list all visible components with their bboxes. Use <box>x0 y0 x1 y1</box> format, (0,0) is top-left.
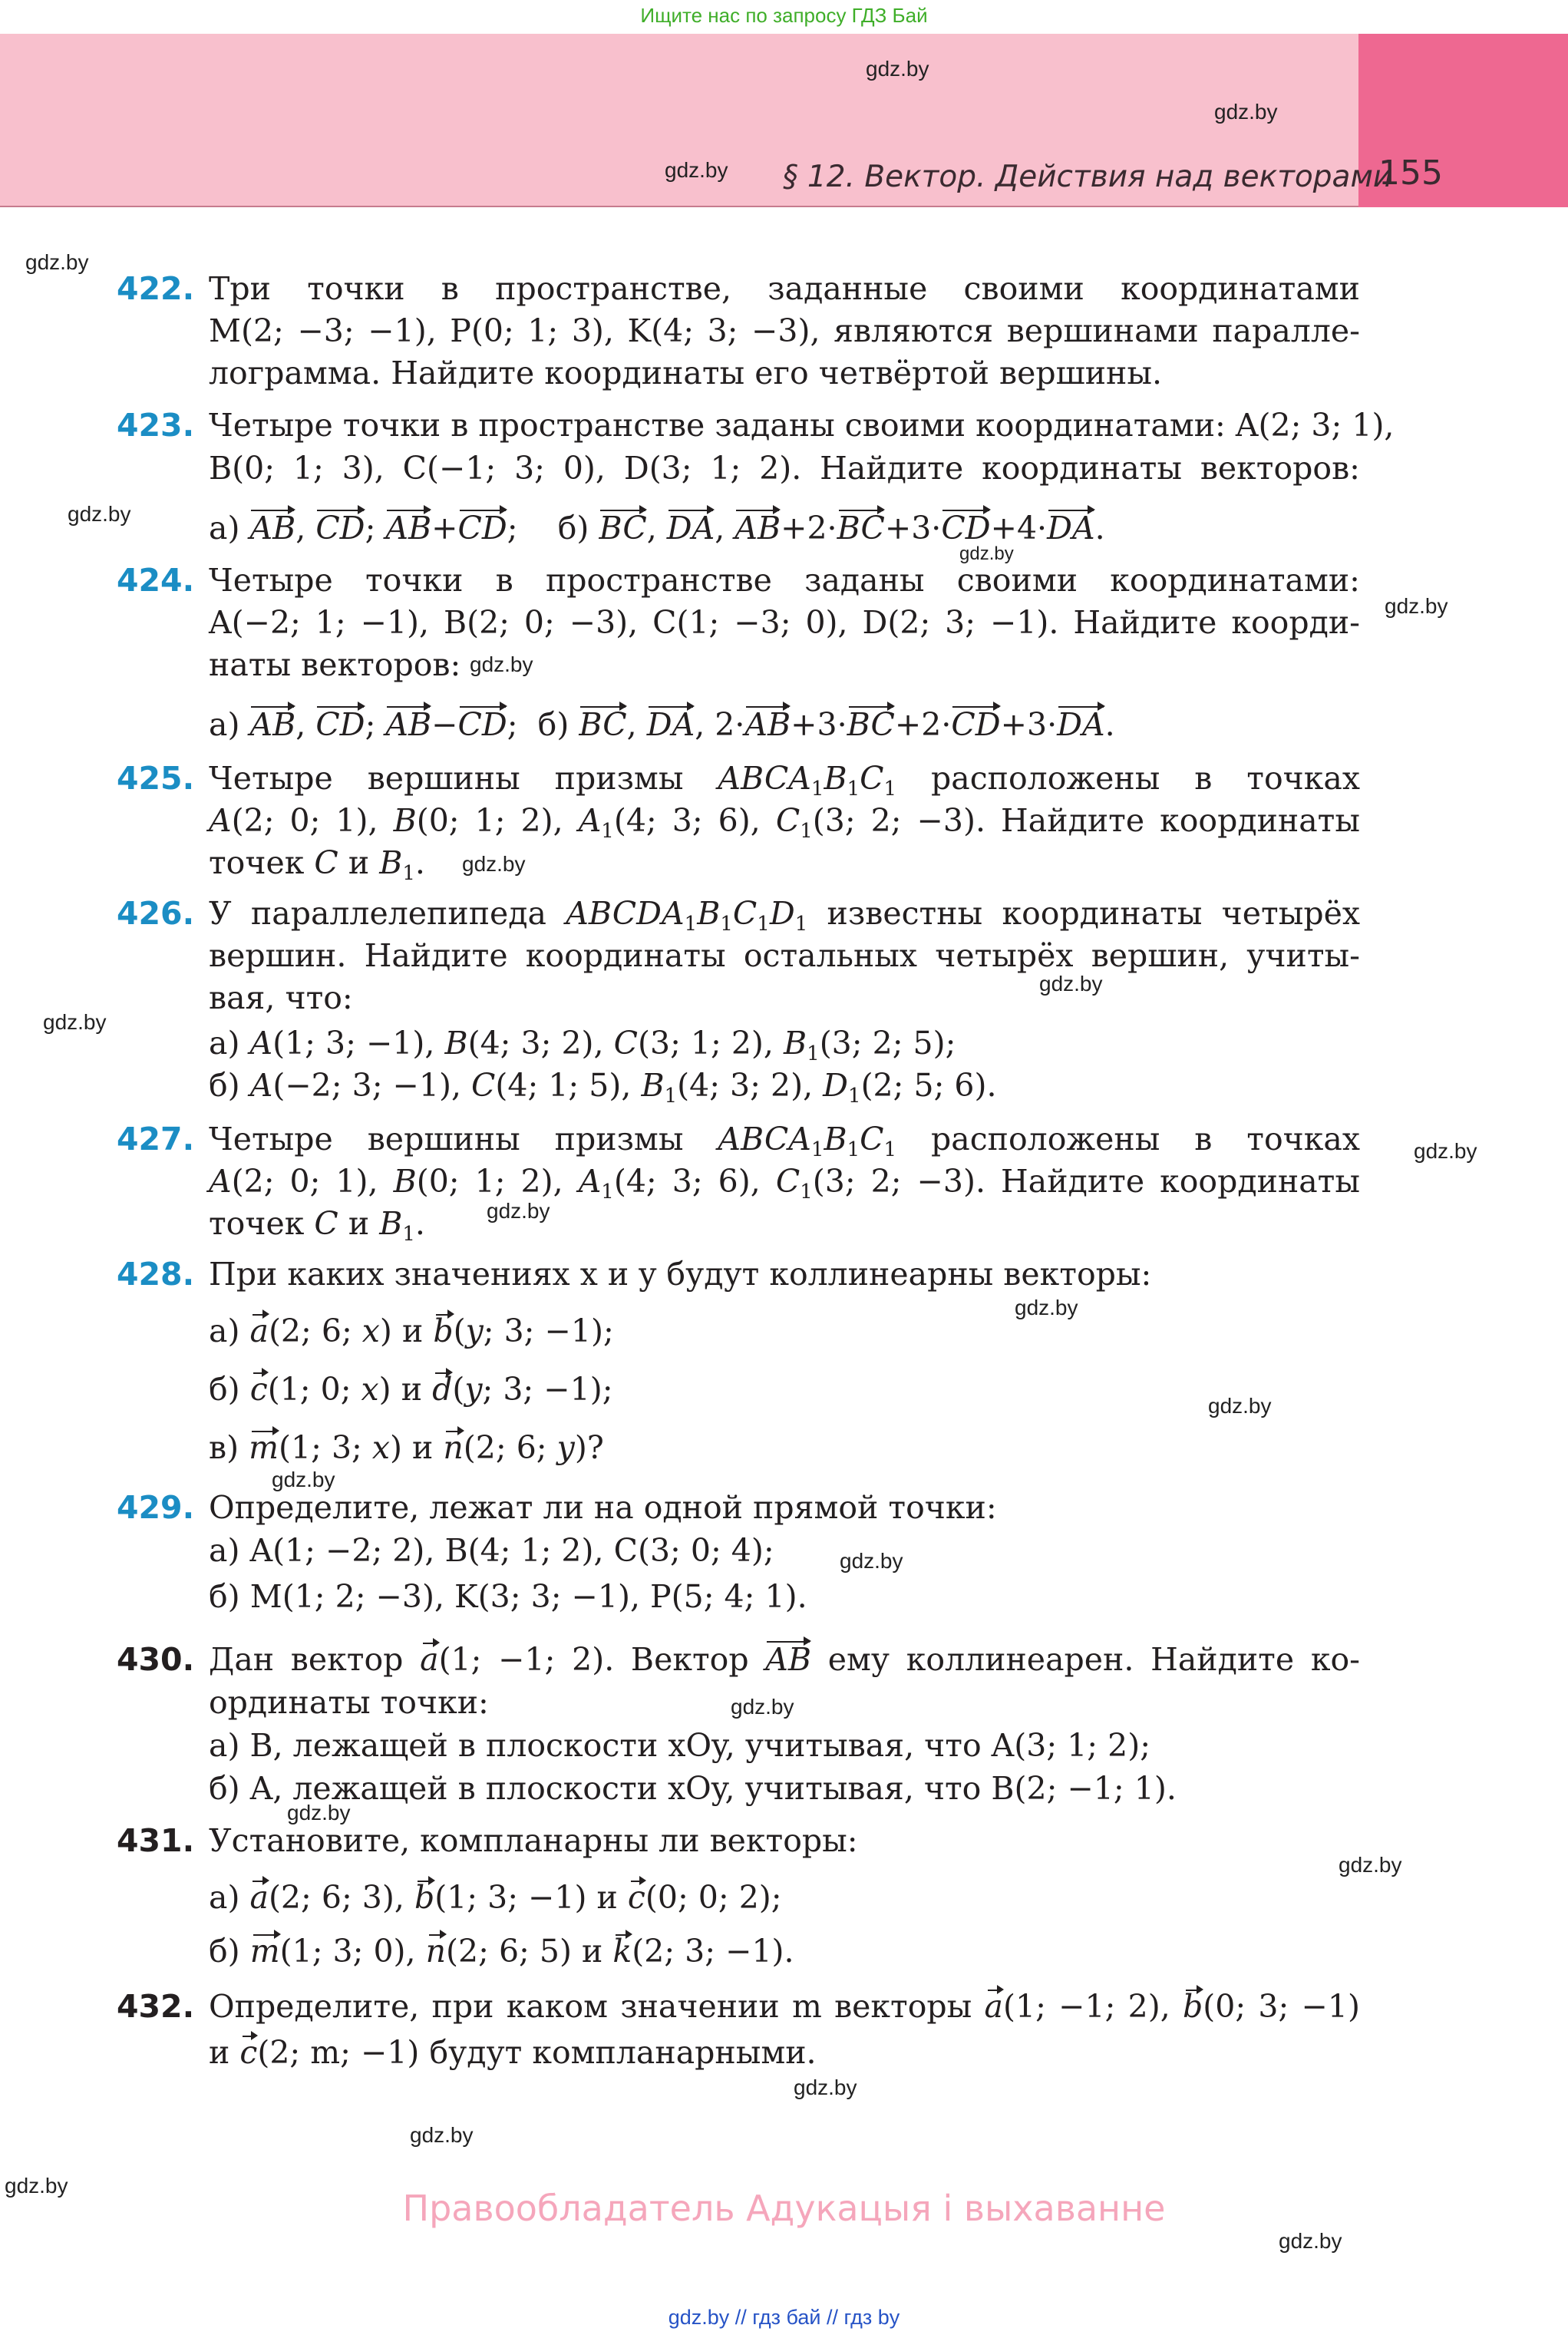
problem-option: а) A(1; 3; −1), B(4; 3; 2), C(3; 1; 2), $B_1(3$; 2; 5); <box>209 1025 956 1065</box>
problem-text: A(2; 0; 1), B(0; 1; 2), $A_1(4$; 3; 6), $C_1(3$; 2; −3). Найдите координаты <box>209 1163 1360 1204</box>
problem-text: Дан вектор a(1; −1; 2). Вектор AB ему коллинеарен. Найдите ко- <box>209 1641 1360 1678</box>
problem-text: A(−2; 1; −1), B(2; 0; −3), C(1; −3; 0), D(2; 3; −1). Найдите коорди- <box>209 604 1360 641</box>
problem-option: б) A, лежащей в плоскости xOy, учитывая, что B(2; −1; 1). <box>209 1770 1177 1807</box>
watermark: gdz.by <box>410 2123 474 2147</box>
watermark: gdz.by <box>1208 1394 1272 1418</box>
watermark: gdz.by <box>487 1199 550 1223</box>
problem-number: 426. <box>117 895 195 932</box>
problem-number: 422. <box>117 270 195 307</box>
problem-option: а) a(2; 6; x) и b(y; 3; −1); <box>209 1313 614 1349</box>
copyright-notice: Правообладатель Адукацыя і выхаванне <box>402 2188 1166 2229</box>
watermark: gdz.by <box>959 543 1014 564</box>
problem-text: M(2; −3; −1), P(0; 1; 3), K(4; 3; −3), являются вершинами паралле- <box>209 312 1360 349</box>
problem-number: 429. <box>117 1489 195 1526</box>
watermark: gdz.by <box>25 250 89 274</box>
top-search-banner[interactable]: Ищите нас по запросу ГДЗ Бай <box>640 4 928 27</box>
problem-text: ординаты точки: <box>209 1684 489 1721</box>
problem-text: лограмма. Найдите координаты его четвёртой вершины. <box>209 355 1163 391</box>
watermark: gdz.by <box>287 1801 351 1824</box>
problem-text: Четыре точки в пространстве заданы своими координатами: <box>209 562 1360 599</box>
watermark: gdz.by <box>866 57 929 81</box>
problem-text: вершин. Найдите координаты остальных четырёх вершин, учиты- <box>209 937 1360 974</box>
problem-number: 428. <box>117 1256 195 1293</box>
problem-text: точек C и $B_1$. <box>209 844 425 885</box>
problem-number: 425. <box>117 760 195 797</box>
problem-text: Четыре точки в пространстве заданы своими координатами: A(2; 3; 1), <box>209 407 1395 444</box>
problem-number: 427. <box>117 1121 195 1157</box>
problem-option: а) B, лежащей в плоскости xOy, учитывая, что A(3; 1; 2); <box>209 1727 1151 1764</box>
problem-text: вая, что: <box>209 979 353 1016</box>
page-number: 155 <box>1378 154 1443 193</box>
watermark: gdz.by <box>731 1695 794 1719</box>
problem-text: наты векторов: <box>209 646 461 683</box>
watermark: gdz.by <box>665 158 728 182</box>
problem-option: а) a(2; 6; 3), b(1; 3; −1) и c(0; 0; 2); <box>209 1879 782 1916</box>
footer-links[interactable]: gdz.by // гдз бай // гдз by <box>668 2306 900 2329</box>
problem-text: У параллелепипеда $ABCDA_1B_1C_1D_1$ известны координаты четырёх <box>209 895 1360 936</box>
watermark: gdz.by <box>43 1010 107 1034</box>
watermark: gdz.by <box>1039 972 1103 996</box>
watermark: gdz.by <box>470 652 533 676</box>
problem-option: б) m(1; 3; 0), n(2; 6; 5) и k(2; 3; −1). <box>209 1933 794 1970</box>
problem-number: 431. <box>117 1822 195 1859</box>
problem-text: B(0; 1; 3), C(−1; 3; 0), D(3; 1; 2). Найдите координаты векторов: <box>209 450 1360 487</box>
problem-number: 432. <box>117 1988 195 2025</box>
problem-text: Установите, компланарны ли векторы: <box>209 1822 858 1859</box>
problem-formula: а) AB, CD; AB−CD; б) BC, DA, 2·AB+3·BC+2·CD+3·DA. <box>209 706 1115 743</box>
watermark: gdz.by <box>1385 594 1448 618</box>
problem-number: 424. <box>117 562 195 599</box>
problem-text: A(2; 0; 1), B(0; 1; 2), $A_1(4$; 3; 6), $C_1(3$; 2; −3). Найдите координаты <box>209 802 1360 843</box>
problem-text: Четыре вершины призмы $ABCA_1B_1C_1$ расположены в точках <box>209 1121 1360 1161</box>
header-divider <box>0 206 1358 207</box>
problem-option: а) A(1; −2; 2), B(4; 1; 2), C(3; 0; 4); <box>209 1532 774 1569</box>
problem-text: и c(2; m; −1) будут компланарными. <box>209 2034 817 2071</box>
watermark: gdz.by <box>5 2174 68 2198</box>
problem-formula: а) AB, CD; AB+CD; б) BC, DA, AB+2·BC+3·CD+4·DA. <box>209 510 1105 547</box>
problem-option: б) M(1; 2; −3), K(3; 3; −1), P(5; 4; 1). <box>209 1578 807 1615</box>
problem-text: Определите, лежат ли на одной прямой точки: <box>209 1489 997 1526</box>
watermark: gdz.by <box>462 852 526 876</box>
watermark: gdz.by <box>1015 1296 1078 1319</box>
problem-option: в) m(1; 3; x) и n(2; 6; y)? <box>209 1429 604 1466</box>
problem-text: При каких значениях x и y будут коллинеарны векторы: <box>209 1256 1152 1293</box>
watermark: gdz.by <box>1414 1139 1477 1163</box>
problem-text: Определите, при каком значении m векторы a(1; −1; 2), b(0; 3; −1) <box>209 1988 1360 2025</box>
problem-option: б) A(−2; 3; −1), C(4; 1; 5), $B_1(4$; 3; 2), $D_1(2$; 5; 6). <box>209 1067 997 1108</box>
problem-text: Четыре вершины призмы $ABCA_1B_1C_1$ расположены в точках <box>209 760 1360 801</box>
watermark: gdz.by <box>272 1468 335 1491</box>
problem-text: Три точки в пространстве, заданные своими координатами <box>209 270 1360 307</box>
problem-number: 430. <box>117 1641 195 1678</box>
section-title: § 12. Вектор. Действия над векторами <box>783 160 1393 194</box>
problem-number: 423. <box>117 407 195 444</box>
watermark: gdz.by <box>840 1549 903 1573</box>
watermark: gdz.by <box>1214 100 1278 124</box>
watermark: gdz.by <box>794 2075 857 2099</box>
problem-text: точек C и $B_1$. <box>209 1205 425 1246</box>
watermark: gdz.by <box>1279 2229 1342 2253</box>
watermark: gdz.by <box>1339 1853 1402 1877</box>
problem-option: б) c(1; 0; x) и d(y; 3; −1); <box>209 1371 613 1408</box>
watermark: gdz.by <box>68 502 131 526</box>
